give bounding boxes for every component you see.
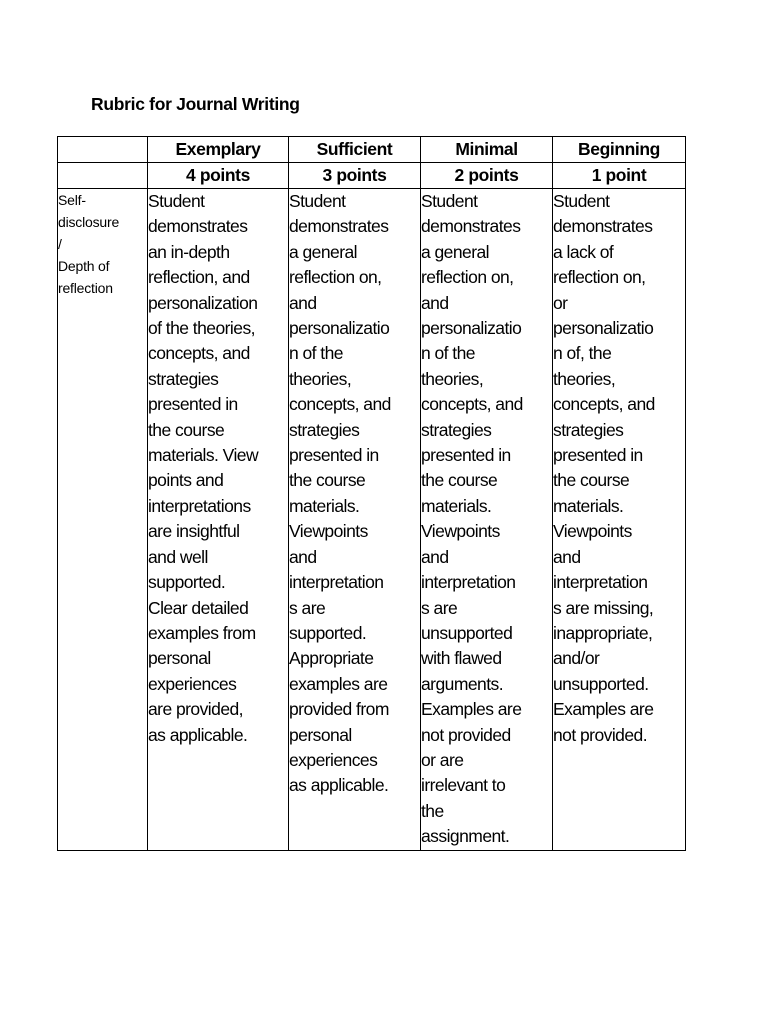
rubric-table bbox=[57, 136, 686, 851]
level-name-minimal: Minimal bbox=[421, 137, 553, 163]
level-name-beginning: Beginning bbox=[553, 137, 686, 163]
descriptor-beginning: Student demonstrates a lack of reflection on, or personalizatio n of, the theories, concepts, and strategies presented in the course materials. Viewpoints and interpretation s are missing, inappropriate, and/or unsupported. Examples are not provided. bbox=[553, 189, 686, 851]
level-name-row bbox=[58, 137, 686, 163]
level-points-beginning: 1 point bbox=[553, 163, 686, 189]
criterion-label: Self- disclosure / Depth of reflection bbox=[58, 189, 148, 851]
document-title: Rubric for Journal Writing bbox=[91, 94, 300, 114]
level-name-exemplary: Exemplary bbox=[148, 137, 289, 163]
corner-cell-points bbox=[58, 163, 148, 189]
level-name-sufficient: Sufficient bbox=[289, 137, 421, 163]
descriptor-minimal: Student demonstrates a general reflection on, and personalizatio n of the theories, concepts, and strategies presented in the course materials. Viewpoints and interpretation s are unsupported with flawed arguments. Examples are not provided or are irrelevant to the assignment. bbox=[421, 189, 553, 851]
descriptor-exemplary: Student demonstrates an in-depth reflection, and personalization of the theories, concepts, and strategies presented in the course materials. View points and interpretations are insightful and well supported. Clear detailed examples from personal experiences are provided, as applicable. bbox=[148, 189, 289, 851]
level-points-exemplary: 4 points bbox=[148, 163, 289, 189]
level-points-row bbox=[58, 163, 686, 189]
level-points-sufficient: 3 points bbox=[289, 163, 421, 189]
corner-cell bbox=[58, 137, 148, 163]
table-row bbox=[58, 189, 686, 851]
descriptor-sufficient: Student demonstrates a general reflection on, and personalizatio n of the theories, concepts, and strategies presented in the course materials. Viewpoints and interpretation s are supported. Appropriate examples are provided from personal experiences as applicable. bbox=[289, 189, 421, 851]
level-points-minimal: 2 points bbox=[421, 163, 553, 189]
